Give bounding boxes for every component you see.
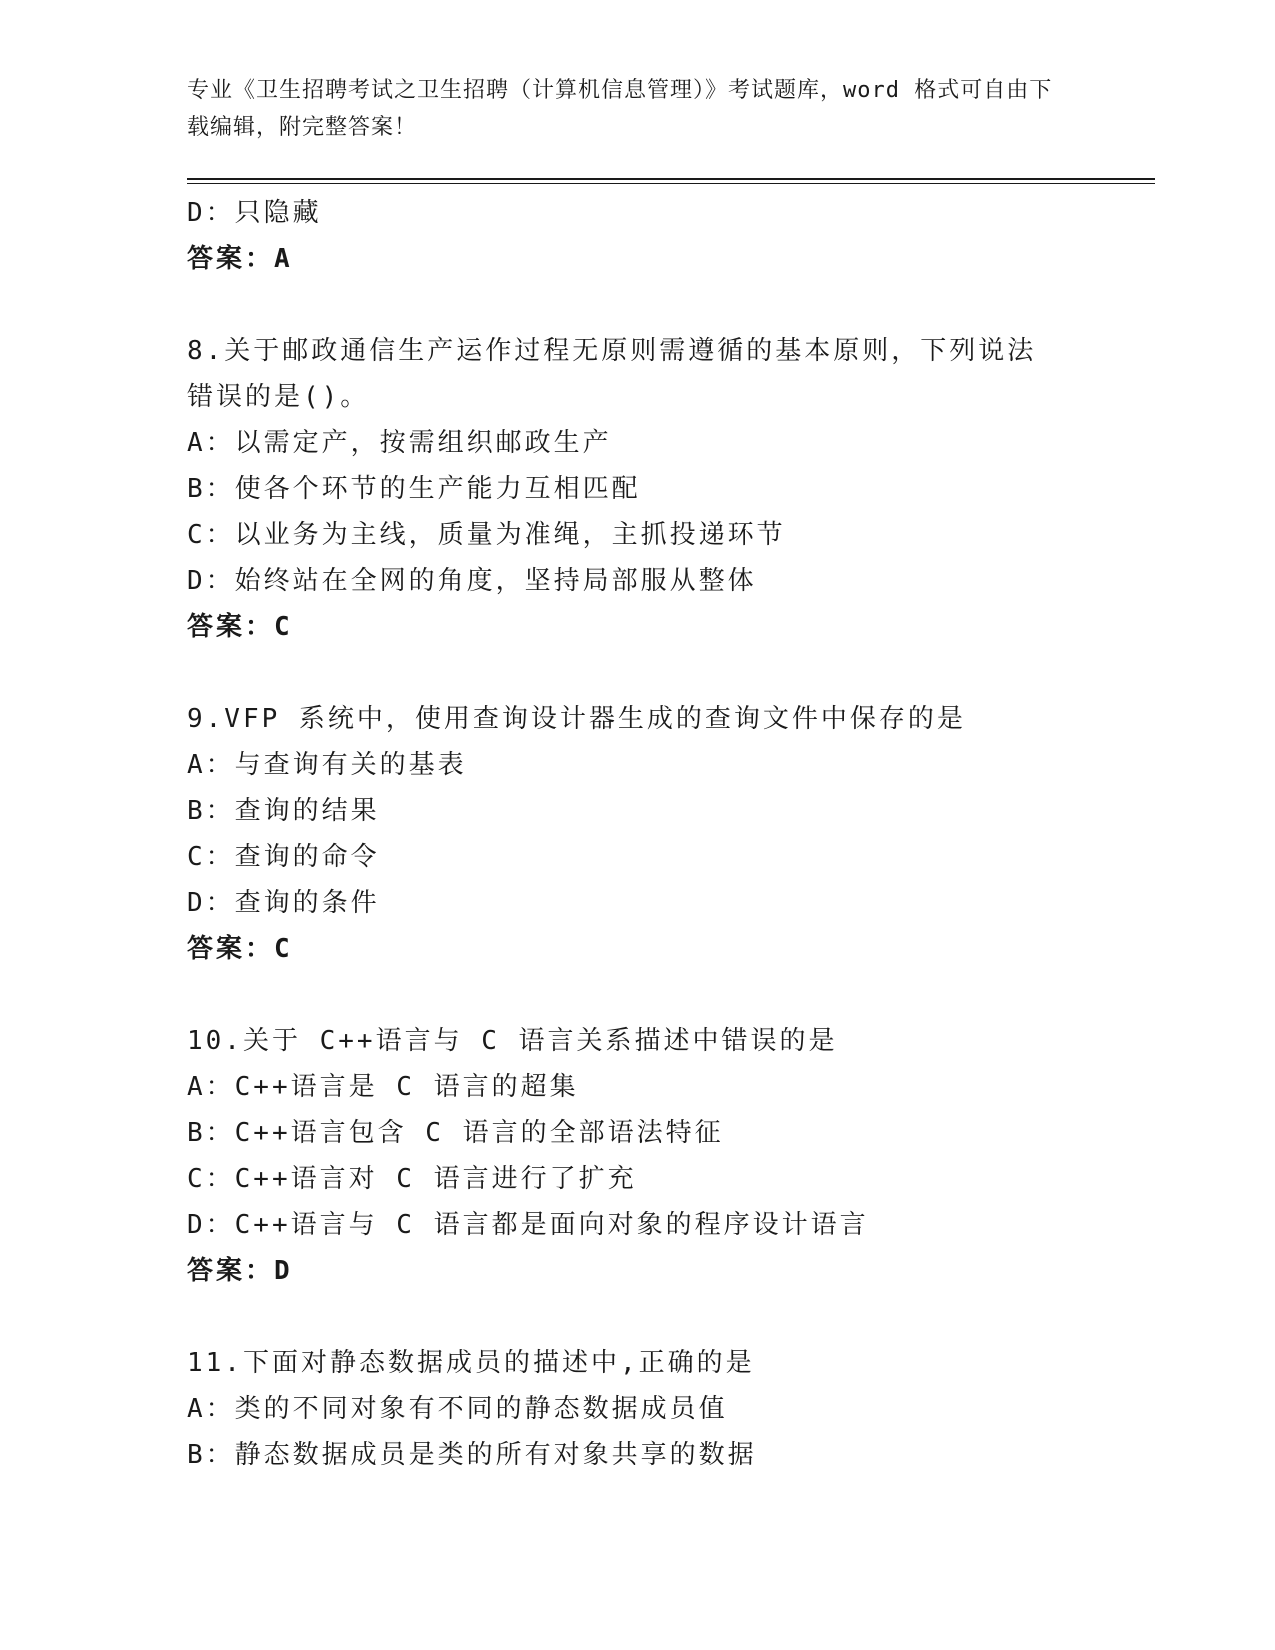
answer-line: 答案：C xyxy=(187,612,293,642)
option-b: B：使各个环节的生产能力互相匹配 xyxy=(187,474,641,504)
header-rule-thin xyxy=(187,183,1155,184)
option-a: A：与查询有关的基表 xyxy=(187,750,467,780)
option-c: C：以业务为主线，质量为准绳，主抓投递环节 xyxy=(187,520,786,550)
question-stem: 11.下面对静态数据成员的描述中,正确的是 xyxy=(187,1348,755,1378)
header-rule-thick xyxy=(187,178,1155,180)
option-a: A：C++语言是 C 语言的超集 xyxy=(187,1072,579,1102)
option-d: D：C++语言与 C 语言都是面向对象的程序设计语言 xyxy=(187,1210,869,1240)
spacer xyxy=(187,972,1087,1018)
spacer xyxy=(187,1294,1087,1340)
option-c: C：查询的命令 xyxy=(187,842,380,872)
spacer xyxy=(187,650,1087,696)
option-a: A：类的不同对象有不同的静态数据成员值 xyxy=(187,1394,728,1424)
spacer xyxy=(187,282,1087,328)
question-stem: 10.关于 C++语言与 C 语言关系描述中错误的是 xyxy=(187,1026,838,1056)
page-header: 专业《卫生招聘考试之卫生招聘（计算机信息管理）》考试题库，word 格式可自由下载编辑，附完整答案！ xyxy=(187,78,1053,140)
option-d: D：始终站在全网的角度，坚持局部服从整体 xyxy=(187,566,757,596)
option-b: B：查询的结果 xyxy=(187,796,380,826)
answer-line: 答案：A xyxy=(187,244,293,274)
option-c: C：C++语言对 C 语言进行了扩充 xyxy=(187,1164,637,1194)
option-d: D：查询的条件 xyxy=(187,888,380,918)
option-d: D：只隐藏 xyxy=(187,198,322,228)
question-stem: 8.关于邮政通信生产运作过程无原则需遵循的基本原则，下列说法错误的是()。 xyxy=(187,336,1037,412)
question-list xyxy=(187,190,1087,1478)
answer-line: 答案：C xyxy=(187,934,293,964)
question-stem: 9.VFP 系统中，使用查询设计器生成的查询文件中保存的是 xyxy=(187,704,966,734)
option-b: B：C++语言包含 C 语言的全部语法特征 xyxy=(187,1118,724,1148)
option-b: B：静态数据成员是类的所有对象共享的数据 xyxy=(187,1440,757,1470)
answer-line: 答案：D xyxy=(187,1256,293,1286)
option-a: A：以需定产，按需组织邮政生产 xyxy=(187,428,612,458)
